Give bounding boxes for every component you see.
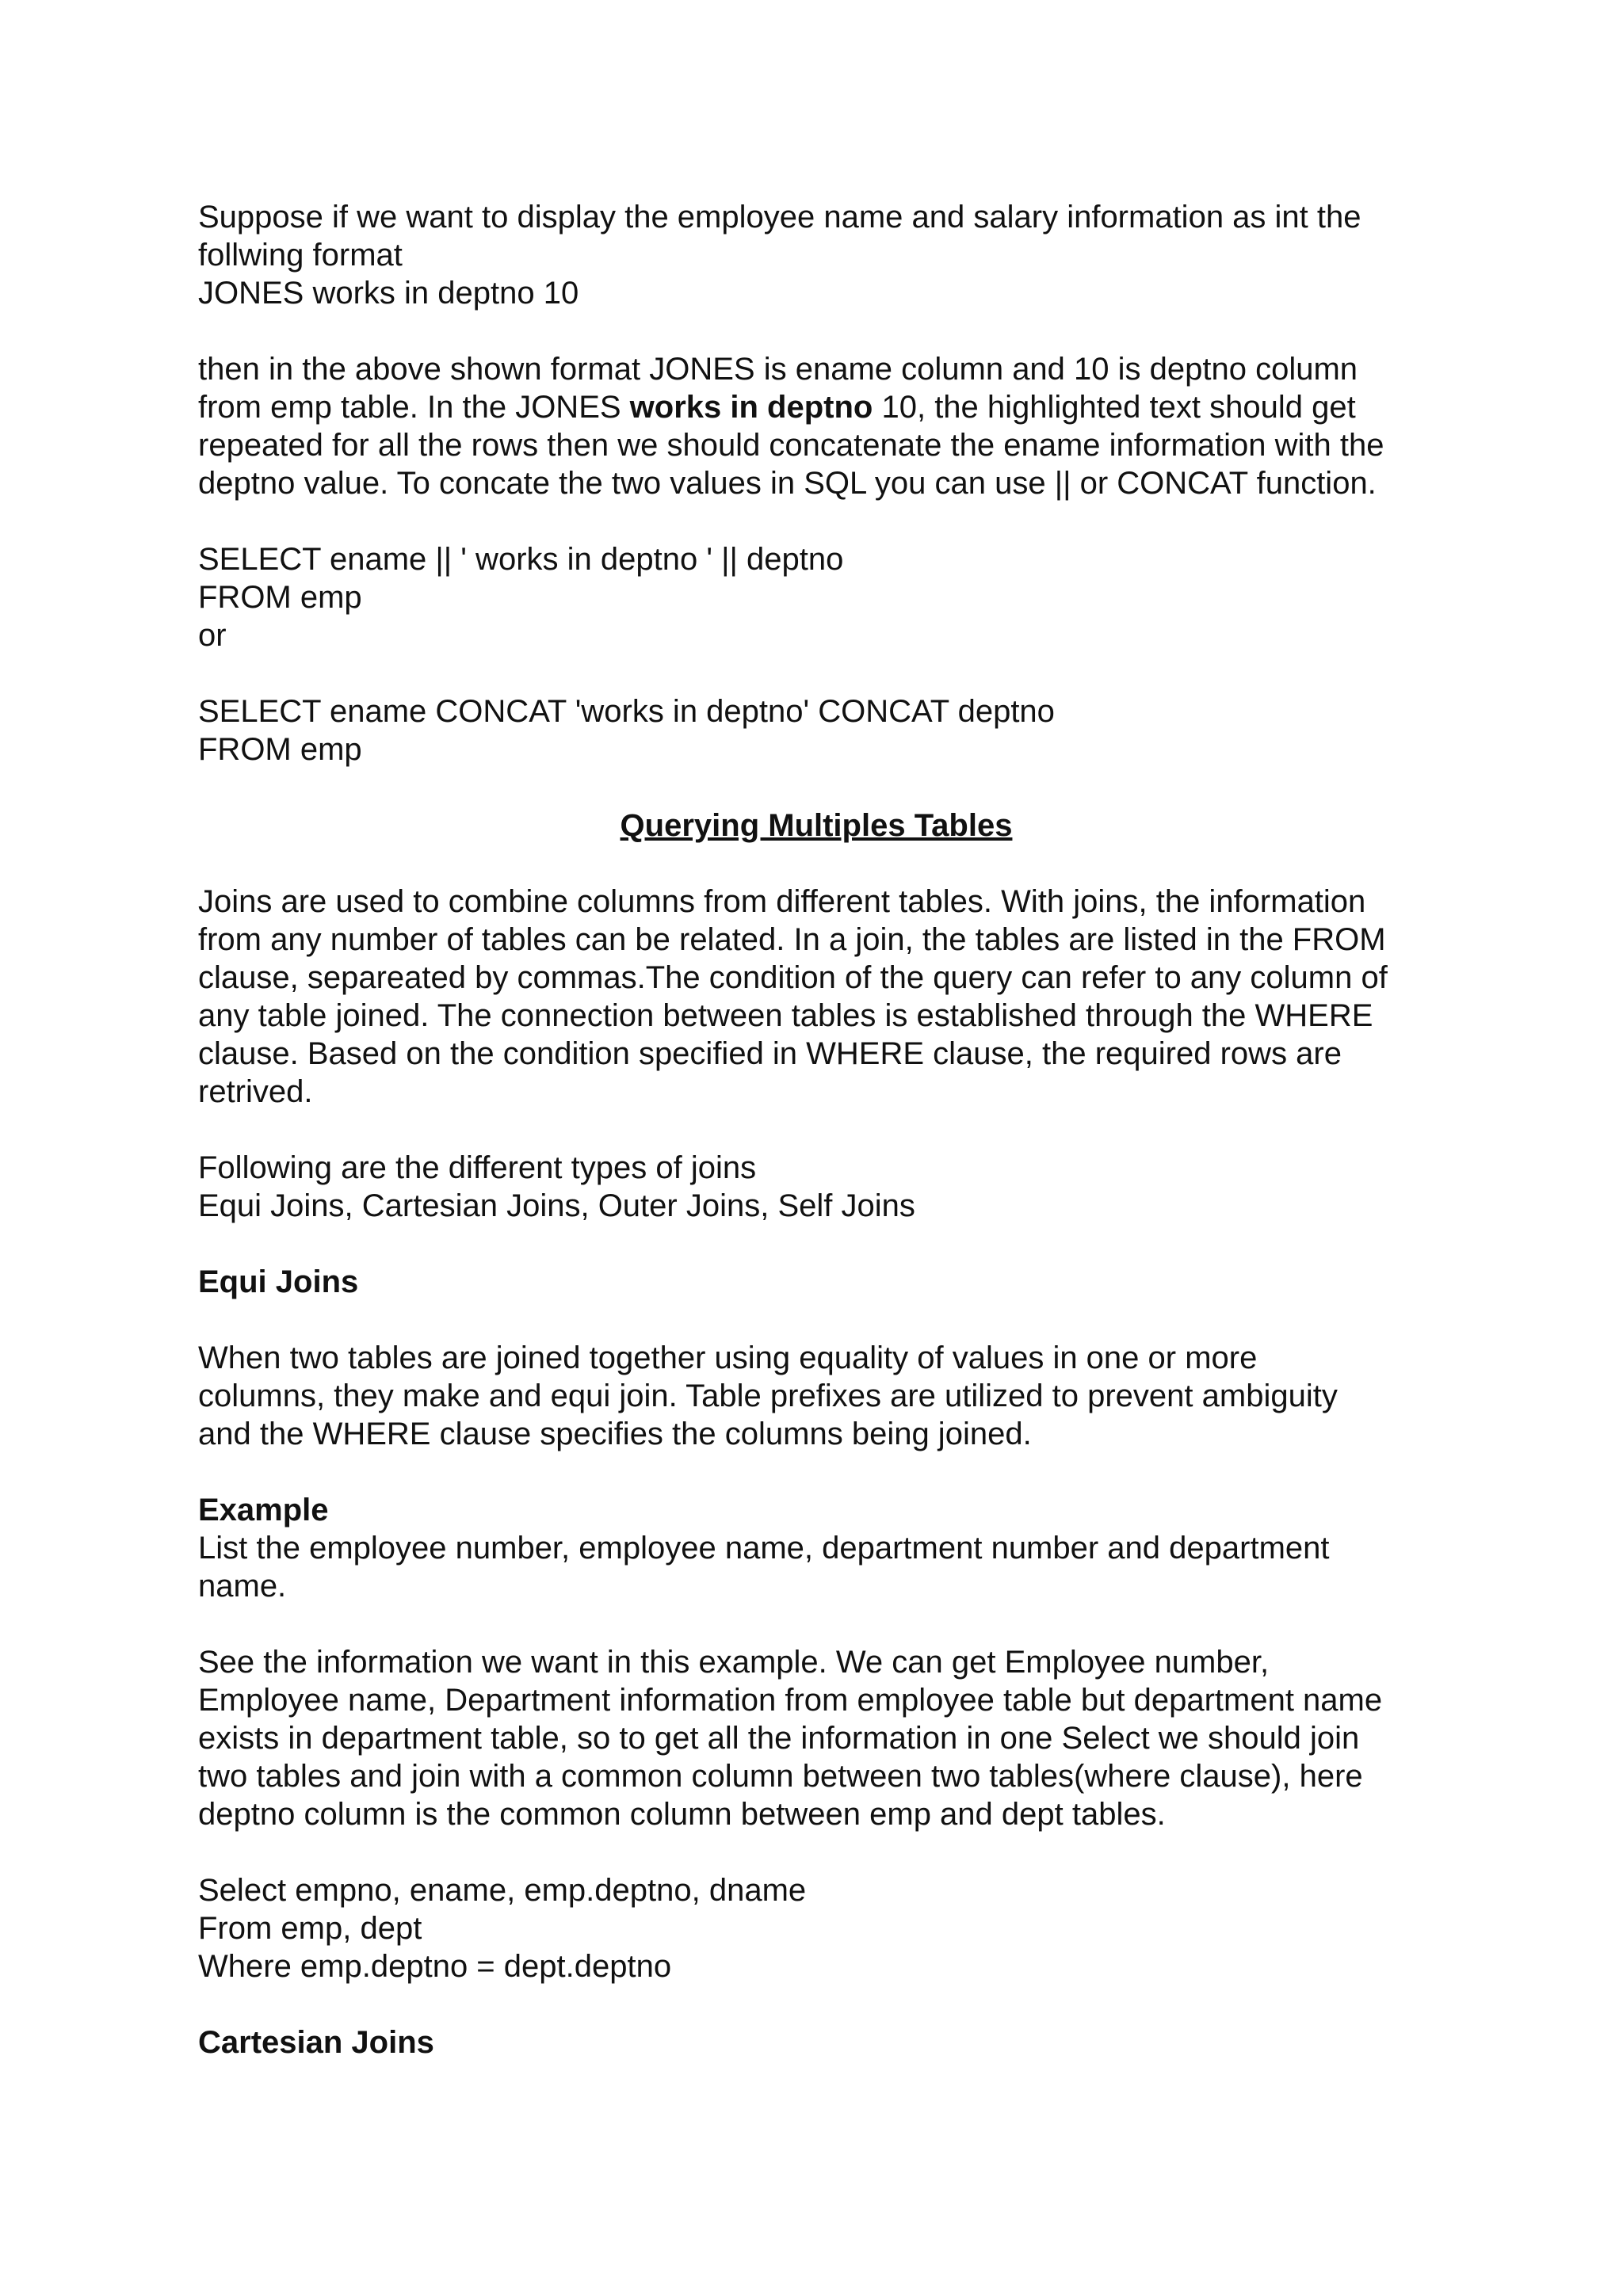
joins-intro-line-2: from any number of tables can be related. In a join, the tables are listed in the FROM <box>198 922 1386 957</box>
code1-line-3: or <box>198 618 227 653</box>
sql-concat-pipes <box>198 540 1434 654</box>
explain-paragraph <box>198 350 1434 502</box>
code2-line-2: FROM emp <box>198 732 362 767</box>
example-explain-paragraph <box>198 1643 1434 1833</box>
cartesian-joins-heading: Cartesian Joins <box>198 2025 434 2060</box>
equi-joins-heading: Equi Joins <box>198 1264 359 1299</box>
code3-line-3: Where emp.deptno = dept.deptno <box>198 1949 672 1984</box>
joins-intro-line-6: retrived. <box>198 1074 313 1109</box>
joins-intro-paragraph <box>198 883 1434 1111</box>
example-explain-line-4: two tables and join with a common column between two tables(where clause), here <box>198 1759 1363 1794</box>
explain-line-1: then in the above shown format JONES is ename column and 10 is deptno column <box>198 352 1358 387</box>
equi-line-1: When two tables are joined together using equality of values in one or more <box>198 1341 1258 1375</box>
code1-line-2: FROM emp <box>198 580 362 615</box>
joins-intro-line-1: Joins are used to combine columns from different tables. With joins, the information <box>198 884 1366 919</box>
example-explain-line-2: Employee name, Department information from employee table but department name <box>198 1683 1383 1718</box>
code3-line-1: Select empno, ename, emp.deptno, dname <box>198 1873 807 1908</box>
joins-intro-line-4: any table joined. The connection between tables is established through the WHERE <box>198 998 1373 1033</box>
sql-equi-join <box>198 1871 1434 1985</box>
example-explain-line-1: See the information we want in this example. We can get Employee number, <box>198 1645 1270 1680</box>
join-types-paragraph <box>198 1149 1434 1225</box>
join-types-line-2: Equi Joins, Cartesian Joins, Outer Joins, Self Joins <box>198 1188 915 1223</box>
equi-joins-paragraph <box>198 1339 1434 1453</box>
join-types-line-1: Following are the different types of joins <box>198 1150 757 1185</box>
code2-line-1: SELECT ename CONCAT 'works in deptno' CONCAT deptno <box>198 694 1055 729</box>
explain-line-4: deptno value. To concate the two values in SQL you can use || or CONCAT function. <box>198 466 1377 501</box>
code1-line-1: SELECT ename || ' works in deptno ' || deptno <box>198 542 844 577</box>
intro-line-3: JONES works in deptno 10 <box>198 276 579 311</box>
example-block <box>198 1491 1434 1605</box>
example-explain-line-3: exists in department table, so to get all the information in one Select we should join <box>198 1721 1360 1756</box>
explain-line-2-post: 10, the highlighted text should get <box>873 390 1356 425</box>
explain-line-3: repeated for all the rows then we should concatenate the ename information with the <box>198 428 1384 463</box>
intro-paragraph <box>198 198 1434 312</box>
joins-intro-line-3: clause, separeated by commas.The condition of the query can refer to any column of <box>198 960 1388 995</box>
intro-line-2: follwing format <box>198 238 403 273</box>
sql-concat-function <box>198 692 1434 769</box>
explain-line-2 <box>198 388 1434 426</box>
example-line-2: name. <box>198 1569 287 1604</box>
section-title-wrap <box>198 807 1434 845</box>
example-explain-line-5: deptno column is the common column between emp and dept tables. <box>198 1797 1166 1832</box>
explain-line-2-pre: from emp table. In the JONES <box>198 390 630 425</box>
equi-line-3: and the WHERE clause specifies the columns being joined. <box>198 1417 1032 1451</box>
highlighted-text: works in deptno <box>629 390 873 425</box>
example-line-1: List the employee number, employee name, department number and department <box>198 1531 1330 1566</box>
code3-line-2: From emp, dept <box>198 1911 422 1946</box>
intro-line-1: Suppose if we want to display the employee name and salary information as int the <box>198 200 1361 235</box>
document-page <box>198 198 1434 2061</box>
section-title: Querying Multiples Tables <box>620 808 1013 843</box>
equi-line-2: columns, they make and equi join. Table prefixes are utilized to prevent ambiguity <box>198 1379 1338 1413</box>
joins-intro-line-5: clause. Based on the condition specified in WHERE clause, the required rows are <box>198 1036 1342 1071</box>
example-heading: Example <box>198 1493 329 1527</box>
